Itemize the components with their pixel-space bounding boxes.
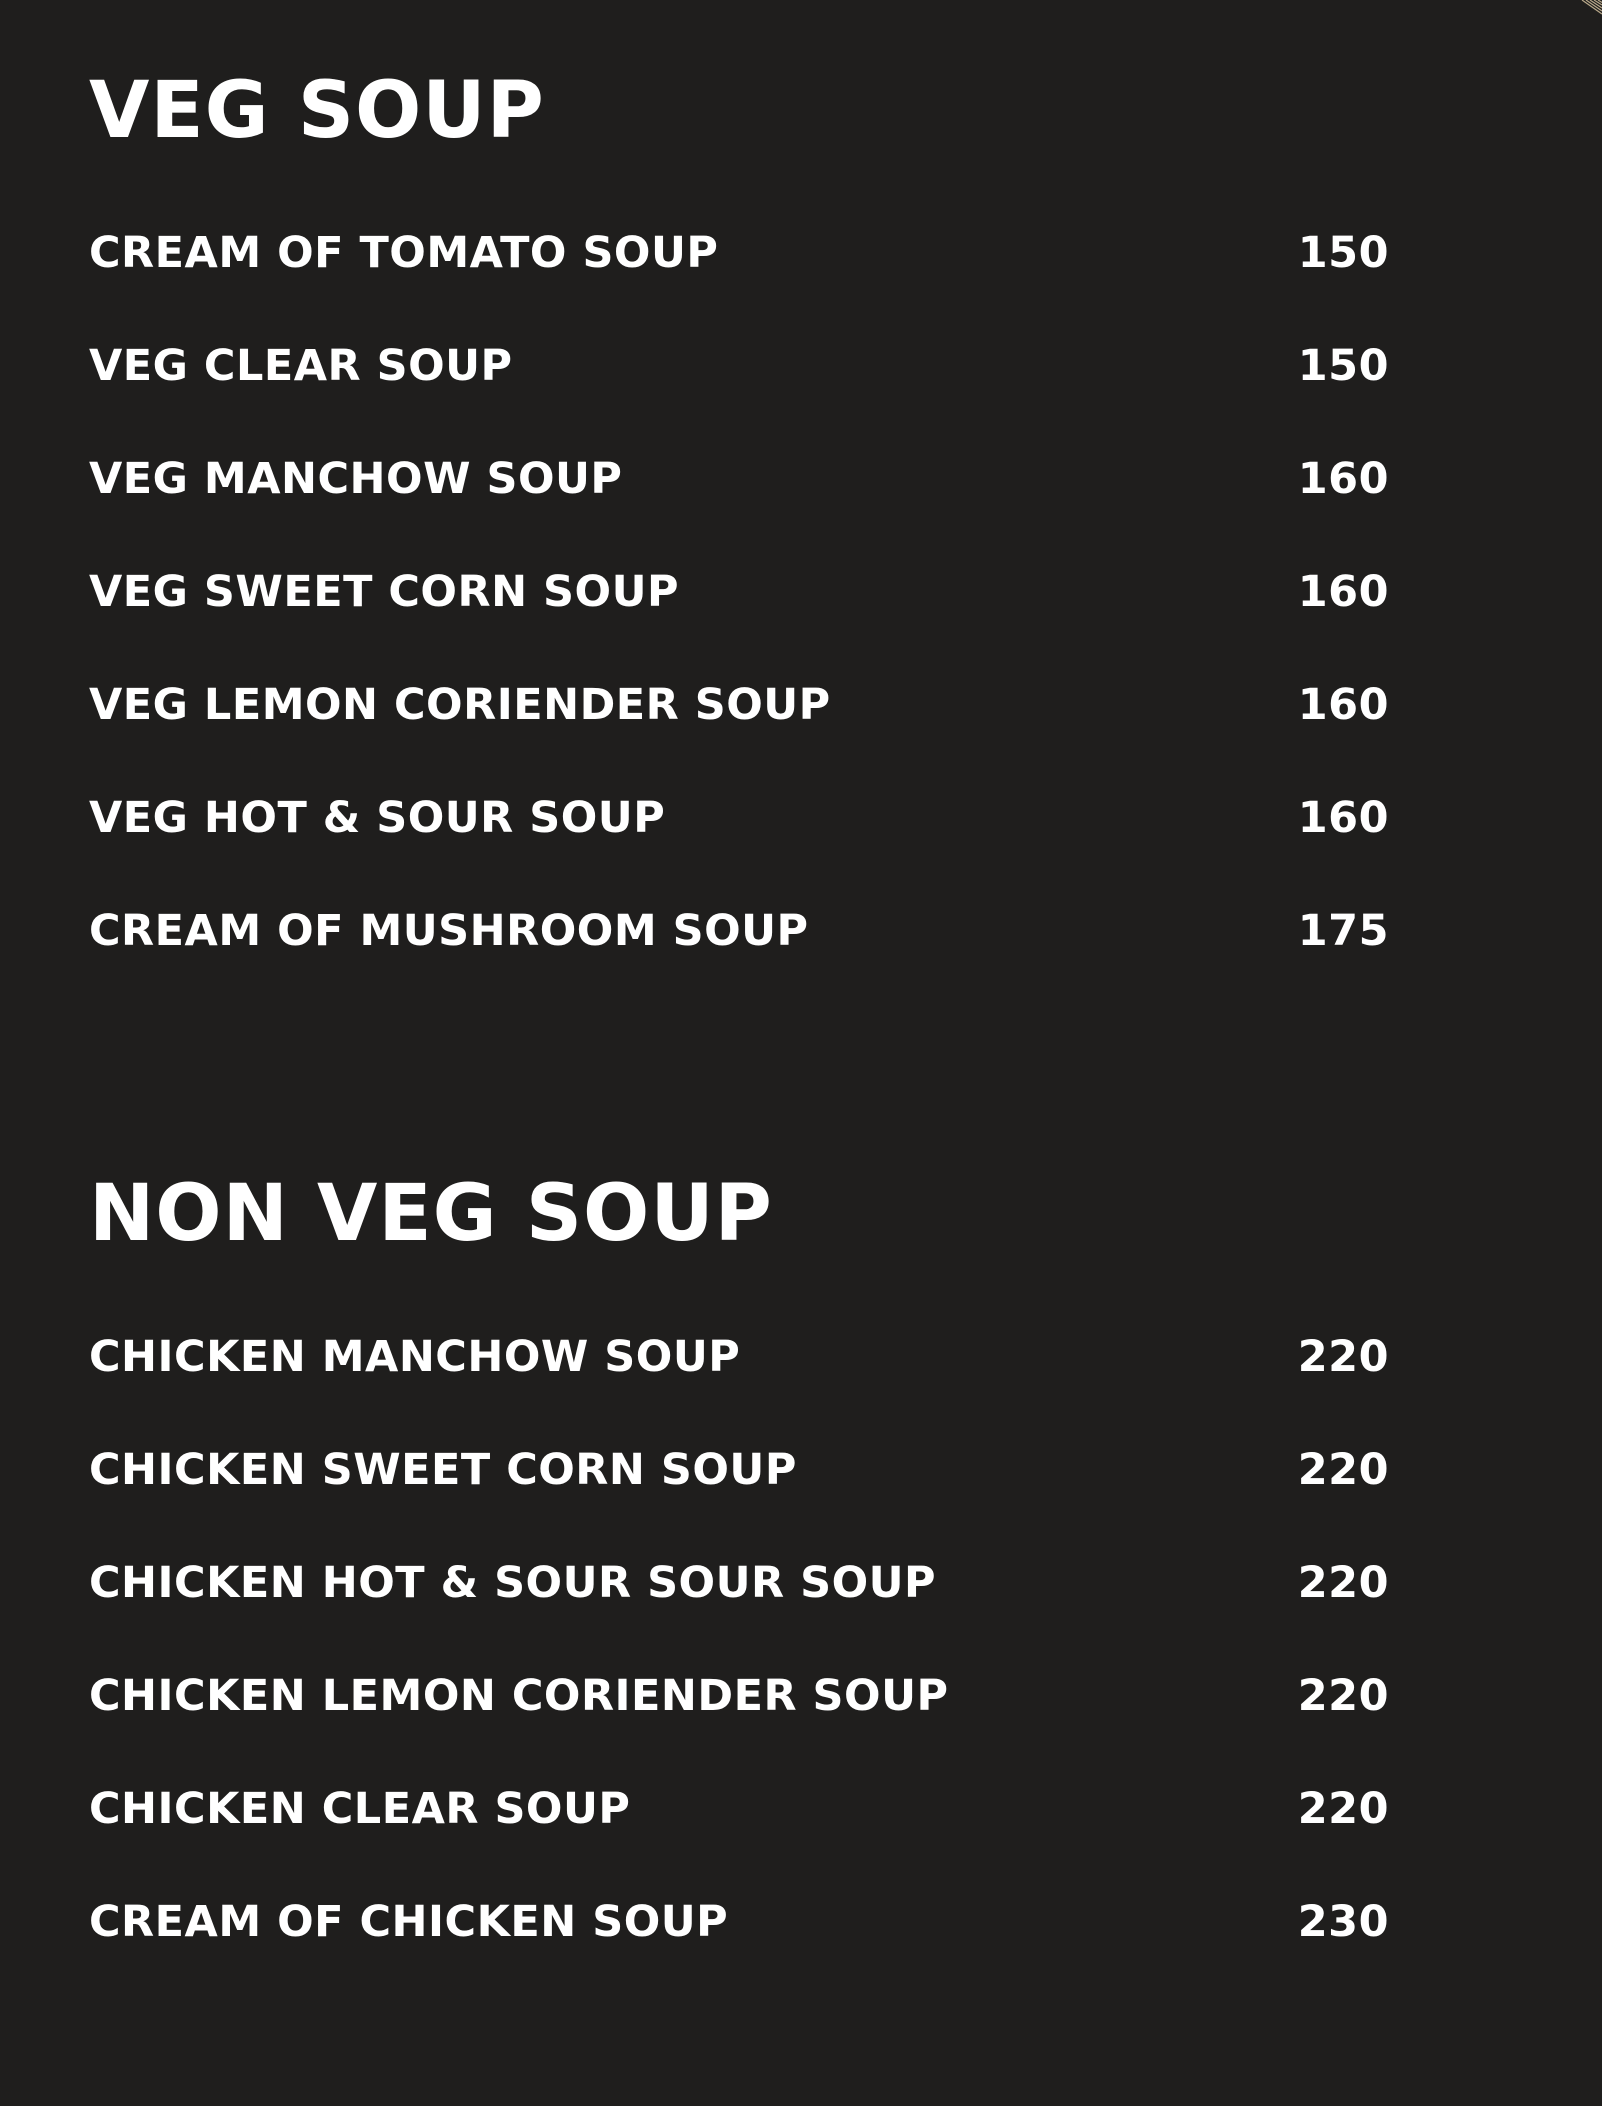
item-price: 160: [1297, 567, 1389, 617]
section-title: VEG SOUP: [89, 66, 545, 156]
item-price: 160: [1297, 680, 1389, 730]
item-price: 175: [1297, 906, 1389, 956]
item-name: CHICKEN SWEET CORN SOUP: [89, 1445, 797, 1495]
item-price: 230: [1297, 1897, 1389, 1947]
item-price: 160: [1297, 454, 1389, 504]
item-name: CREAM OF TOMATO SOUP: [89, 228, 719, 278]
menu-item: [89, 1671, 1389, 1784]
item-price: 220: [1297, 1332, 1389, 1382]
item-name: VEG HOT & SOUR SOUP: [89, 793, 666, 843]
menu-list: [89, 1332, 1389, 2010]
menu-item: [89, 906, 1389, 1019]
menu-item: [89, 228, 1389, 341]
item-name: CHICKEN CLEAR SOUP: [89, 1784, 631, 1834]
menu-item: [89, 1332, 1389, 1445]
item-price: 150: [1297, 341, 1389, 391]
corner-decoration: [1542, 0, 1602, 40]
menu-item: [89, 793, 1389, 906]
menu-item: [89, 1784, 1389, 1897]
menu-item: [89, 1558, 1389, 1671]
item-name: VEG LEMON CORIENDER SOUP: [89, 680, 831, 730]
menu-item: [89, 567, 1389, 680]
menu-item: [89, 454, 1389, 567]
item-price: 160: [1297, 793, 1389, 843]
item-name: VEG CLEAR SOUP: [89, 341, 513, 391]
item-name: CREAM OF MUSHROOM SOUP: [89, 906, 809, 956]
menu-item: [89, 680, 1389, 793]
menu-item: [89, 1897, 1389, 2010]
item-price: 220: [1297, 1784, 1389, 1834]
item-price: 220: [1297, 1558, 1389, 1608]
item-price: 220: [1297, 1671, 1389, 1721]
item-name: VEG MANCHOW SOUP: [89, 454, 623, 504]
menu-list: [89, 228, 1389, 1019]
item-name: CHICKEN LEMON CORIENDER SOUP: [89, 1671, 949, 1721]
item-name: CHICKEN MANCHOW SOUP: [89, 1332, 741, 1382]
item-name: CREAM OF CHICKEN SOUP: [89, 1897, 729, 1947]
item-price: 150: [1297, 228, 1389, 278]
item-name: VEG SWEET CORN SOUP: [89, 567, 679, 617]
menu-item: [89, 341, 1389, 454]
section-title: NON VEG SOUP: [89, 1169, 773, 1259]
item-name: CHICKEN HOT & SOUR SOUR SOUP: [89, 1558, 937, 1608]
item-price: 220: [1297, 1445, 1389, 1495]
menu-item: [89, 1445, 1389, 1558]
